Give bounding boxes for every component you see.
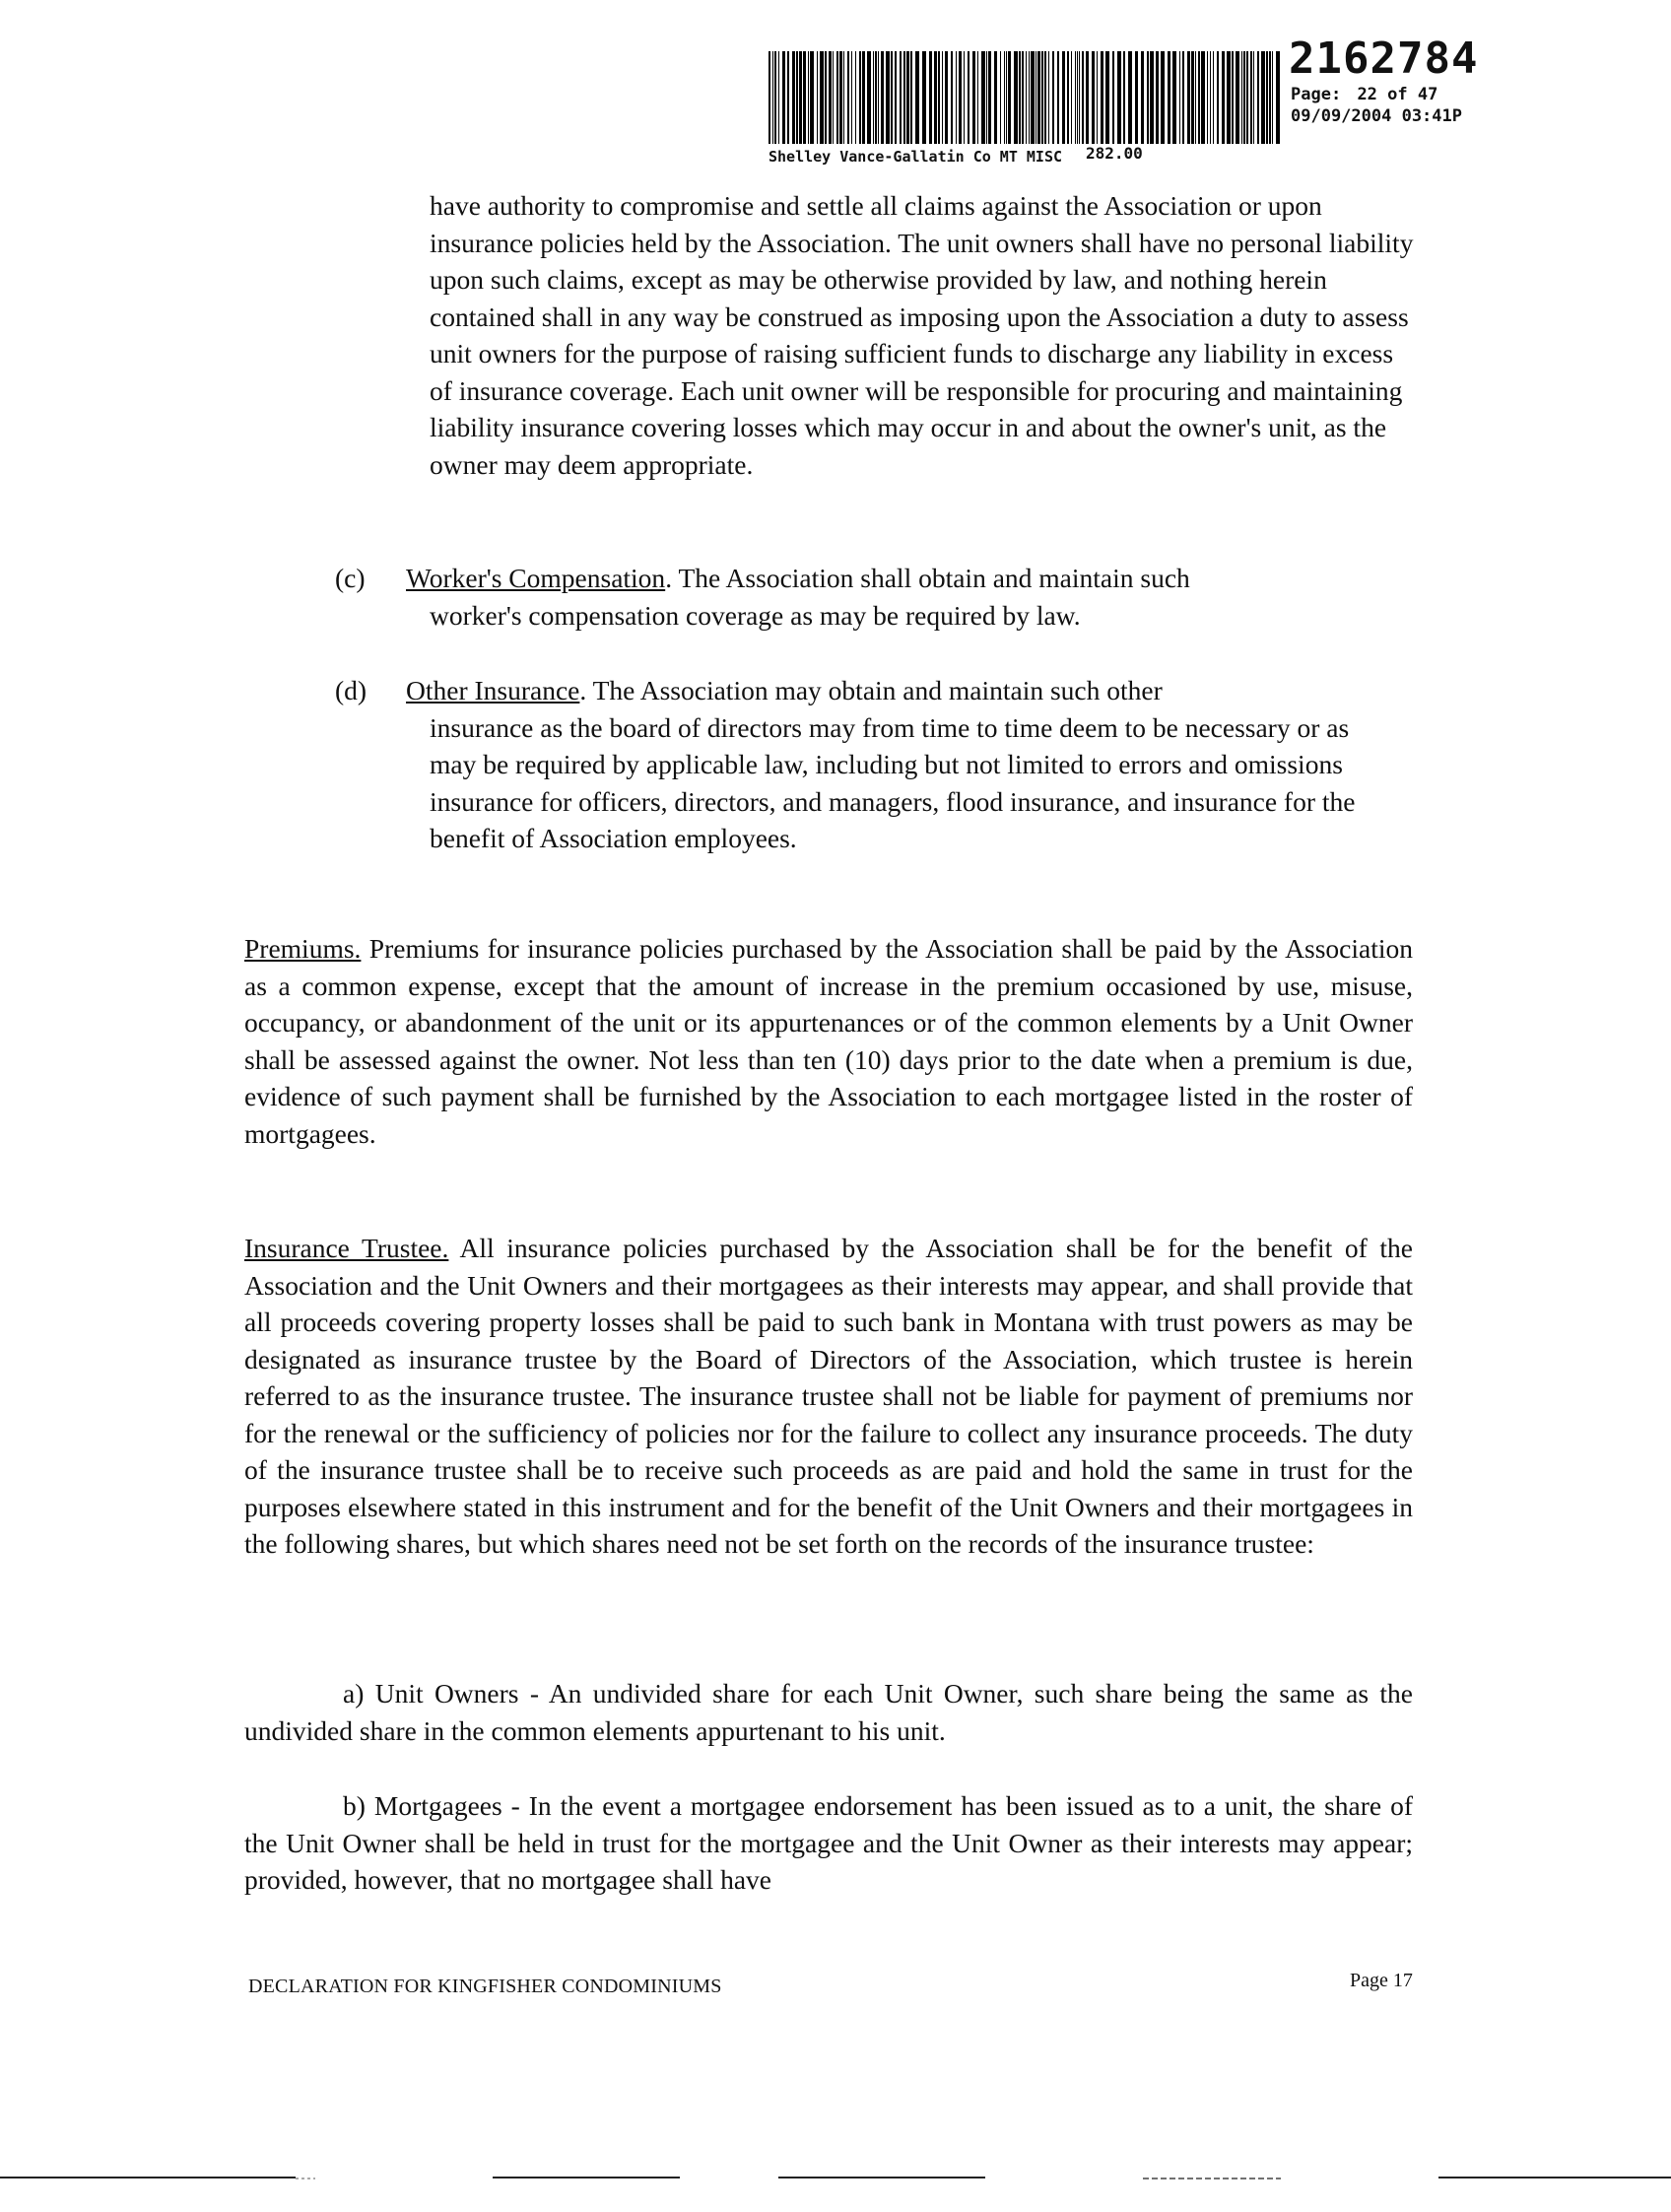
barcode-bar <box>778 51 779 144</box>
barcode-bar <box>895 51 897 144</box>
barcode-bar <box>956 51 957 144</box>
barcode-bar <box>817 51 818 144</box>
barcode-bar <box>903 51 905 144</box>
footer-document-title: DECLARATION FOR KINGFISHER CONDOMINIUMS <box>248 1976 722 1997</box>
barcode-bar <box>878 51 879 144</box>
barcode-bar <box>1253 51 1254 144</box>
barcode-bar <box>1182 51 1184 144</box>
barcode-bar <box>1079 51 1080 144</box>
insurance-trustee-paragraph <box>244 1230 1413 1563</box>
item-c-first-line <box>406 560 1391 597</box>
document-number: 2162784 <box>1289 34 1479 84</box>
item-c-first-text: . The Association shall obtain and maintain such <box>665 563 1190 593</box>
barcode-bar <box>1222 51 1225 144</box>
premiums-paragraph <box>244 930 1413 1152</box>
share-unit-owners: a) Unit Owners - An undivided share for each Unit Owner, such share being the same as the undivided share in the common elements appurtenant to his unit. <box>244 1678 1413 1746</box>
barcode-bar <box>1243 51 1245 144</box>
barcode-bar <box>774 51 776 144</box>
barcode-bar <box>772 51 773 144</box>
barcode-bar <box>1101 51 1103 144</box>
premiums-text: Premiums for insurance policies purchased by the Association shall be paid by the Association as a common expense, except that the amount of increase in the premium occasioned by use, misuse, occupancy, or abandonment of the unit or its appurtenances or of the common elements by a Unit Owner shall be assessed against the owner. Not less than ten (10) days prior to the date when a premium is due, evidence of such payment shall be furnished by the Association to each mortgagee listed in the roster of mortgagees. <box>244 933 1413 1149</box>
barcode-bar <box>1266 51 1268 144</box>
barcode-bar <box>1213 51 1214 144</box>
barcode-bar <box>1276 51 1280 144</box>
barcode-bar <box>859 51 861 144</box>
barcode-bar <box>922 51 926 144</box>
barcode-bar <box>915 51 919 144</box>
barcode-bar <box>1000 51 1001 144</box>
barcode-bar <box>1172 51 1176 144</box>
barcode-bar <box>1075 51 1076 144</box>
item-c <box>335 560 1391 634</box>
barcode-bar <box>1195 51 1196 144</box>
barcode-bar <box>1269 51 1271 144</box>
barcode-bar <box>938 51 940 144</box>
barcode <box>769 51 1281 144</box>
item-d <box>335 672 1391 857</box>
barcode-bar <box>836 51 838 144</box>
barcode-bar <box>1250 51 1252 144</box>
barcode-bar <box>769 51 770 144</box>
barcode-bar <box>833 51 834 144</box>
barcode-bar <box>1207 51 1208 144</box>
barcode-bar <box>934 51 937 144</box>
barcode-bar <box>862 51 865 144</box>
barcode-bar <box>1210 51 1211 144</box>
barcode-bar <box>1057 51 1059 144</box>
barcode-bar <box>1232 51 1234 144</box>
barcode-bar <box>867 51 871 144</box>
barcode-bar <box>1062 51 1065 144</box>
page-count-value: 22 of 47 <box>1357 85 1438 104</box>
barcode-bar <box>1082 51 1084 144</box>
barcode-bar <box>1044 51 1046 144</box>
barcode-bar <box>1006 51 1007 144</box>
barcode-bar <box>1029 51 1030 144</box>
barcode-bar <box>1052 51 1054 144</box>
item-c-marker: (c) <box>335 563 366 593</box>
barcode-bar <box>942 51 943 144</box>
barcode-bar <box>910 51 912 144</box>
barcode-bar <box>1112 51 1114 144</box>
barcode-bar <box>855 51 856 144</box>
barcode-bar <box>1217 51 1219 144</box>
barcode-bar <box>847 51 849 144</box>
barcode-bar <box>829 51 832 144</box>
barcode-bar <box>1086 51 1089 144</box>
recorded-timestamp: 09/09/2004 03:41P <box>1291 106 1462 126</box>
barcode-bar <box>986 51 987 144</box>
barcode-bar <box>1123 51 1125 144</box>
item-d-first-text: . The Association may obtain and maintain such other <box>579 675 1163 705</box>
barcode-bar <box>968 51 969 144</box>
barcode-bar <box>981 51 985 144</box>
barcode-bar <box>1147 51 1149 144</box>
barcode-bar <box>796 51 798 144</box>
barcode-bar <box>843 51 844 144</box>
barcode-bar <box>1048 51 1049 144</box>
barcode-bar <box>851 51 852 144</box>
item-d-heading: Other Insurance <box>406 675 580 705</box>
barcode-bar <box>810 51 814 144</box>
barcode-bar <box>1004 51 1005 144</box>
item-d-marker: (d) <box>335 675 368 705</box>
barcode-bar <box>1135 51 1138 144</box>
barcode-bar <box>906 51 909 144</box>
barcode-bar <box>1179 51 1180 144</box>
item-c-body: worker's compensation coverage as may be required by law. <box>430 599 1081 631</box>
page-count <box>1291 87 1437 103</box>
recorder-name: Shelley Vance-Gallatin Co MT MISC <box>769 148 1063 166</box>
barcode-bar <box>1241 51 1242 144</box>
footer-page-number: Page 17 <box>1350 1970 1413 1991</box>
barcode-bar <box>900 51 902 144</box>
scan-edge-rules <box>0 2168 1671 2187</box>
barcode-bar <box>1261 51 1265 144</box>
share-mortgagees: b) Mortgagees - In the event a mortgagee endorsement has been issued as to a unit, the share of the Unit Owner shall be held in trust for the mortgagee and the Unit Owner as their interests may appear; provided, however, that no mortgagee shall have <box>244 1790 1413 1895</box>
item-c-heading: Worker's Compensation <box>406 563 666 593</box>
barcode-bar <box>1014 51 1018 144</box>
barcode-bar <box>1031 51 1035 144</box>
page-count-label: Page: <box>1291 85 1342 104</box>
barcode-bar <box>1150 51 1154 144</box>
barcode-bar <box>792 51 795 144</box>
premiums-heading: Premiums. <box>244 933 362 964</box>
barcode-bar <box>873 51 874 144</box>
barcode-bar <box>1227 51 1231 144</box>
barcode-bar <box>1168 51 1170 144</box>
barcode-bar <box>881 51 884 144</box>
recording-fee: 282.00 <box>1086 144 1143 163</box>
barcode-bar <box>1026 51 1027 144</box>
barcode-bar <box>945 51 948 144</box>
barcode-bar <box>1008 51 1011 144</box>
barcode-bar <box>1236 51 1239 144</box>
barcode-bar <box>825 51 827 144</box>
barcode-bar <box>803 51 806 144</box>
barcode-bar <box>787 51 789 144</box>
barcode-bar <box>1141 51 1144 144</box>
barcode-bar <box>1128 51 1132 144</box>
recording-stamp <box>769 30 1478 168</box>
barcode-bar <box>799 51 802 144</box>
barcode-bar <box>808 51 809 144</box>
barcode-bar <box>1092 51 1095 144</box>
barcode-bar <box>1117 51 1121 144</box>
barcode-bar <box>1097 51 1098 144</box>
barcode-bar <box>1191 51 1194 144</box>
barcode-bar <box>1257 51 1259 144</box>
barcode-bar <box>891 51 893 144</box>
barcode-bar <box>959 51 962 144</box>
barcode-bar <box>964 51 965 144</box>
barcode-bar <box>1019 51 1021 144</box>
barcode-bar <box>1187 51 1190 144</box>
barcode-bar <box>1077 51 1078 144</box>
barcode-bar <box>1272 51 1273 144</box>
item-d-body: insurance as the board of directors may from time to time deem to be necessary or as may be required by applicable law, including but not limited to errors and omissions insurance for officers, directors, and managers, flood insurance, and insurance for the benefit of Association employees. <box>430 711 1356 853</box>
insurance-trustee-text: All insurance policies purchased by the Association shall be for the benefit of the Association and the Unit Owners and their mortgagees as their interests may appear, and shall provide that all proceeds covering property losses shall be paid to such bank in Montana with trust powers as may be designated as insurance trustee by the Board of Directors of the Association, which trustee is herein referred to as the insurance trustee. The insurance trustee shall not be liable for payment of premiums nor for the renewal or the sufficiency of policies nor for the failure to collect any insurance proceeds. The duty of the insurance trustee shall be to receive such proceeds as are paid and hold the same in trust for the purposes elsewhere stated in this instrument and for the benefit of the Unit Owners and their mortgagees in the following shares, but which shares need not be set forth on the records of the insurance trustee: <box>244 1233 1413 1559</box>
barcode-bar <box>886 51 890 144</box>
barcode-bar <box>994 51 997 144</box>
insurance-trustee-heading: Insurance Trustee. <box>244 1233 449 1263</box>
continuation-paragraph: have authority to compromise and settle all claims against the Association or upon insurance policies held by the Association. The unit owners shall have no personal liability upon such claims, except as may be otherwise provided by law, and nothing herein contained shall in any way be construed as imposing upon the Association a duty to assess unit owners for the purpose of raising sufficient funds to discharge any liability in excess of insurance coverage. Each unit owner will be responsible for procuring and maintaining liability insurance covering losses which may occur in and about the owner's unit, as the owner may deem appropriate. <box>430 190 1414 480</box>
barcode-bar <box>1071 51 1072 144</box>
barcode-bar <box>1198 51 1200 144</box>
barcode-bar <box>782 51 785 144</box>
barcode-bar <box>1037 51 1040 144</box>
barcode-bar <box>1067 51 1069 144</box>
barcode-bar <box>820 51 824 144</box>
barcode-bar <box>839 51 842 144</box>
barcode-bar <box>929 51 932 144</box>
barcode-bar <box>951 51 953 144</box>
barcode-bar <box>1246 51 1248 144</box>
barcode-bar <box>875 51 877 144</box>
barcode-bar <box>1041 51 1043 144</box>
barcode-bar <box>977 51 978 144</box>
barcode-bar <box>1201 51 1205 144</box>
item-d-first-line <box>406 672 1391 709</box>
barcode-bar <box>1022 51 1024 144</box>
barcode-bar <box>1156 51 1159 144</box>
barcode-bar <box>1105 51 1109 144</box>
barcode-bar <box>988 51 991 144</box>
barcode-bar <box>972 51 975 144</box>
barcode-bar <box>1161 51 1165 144</box>
